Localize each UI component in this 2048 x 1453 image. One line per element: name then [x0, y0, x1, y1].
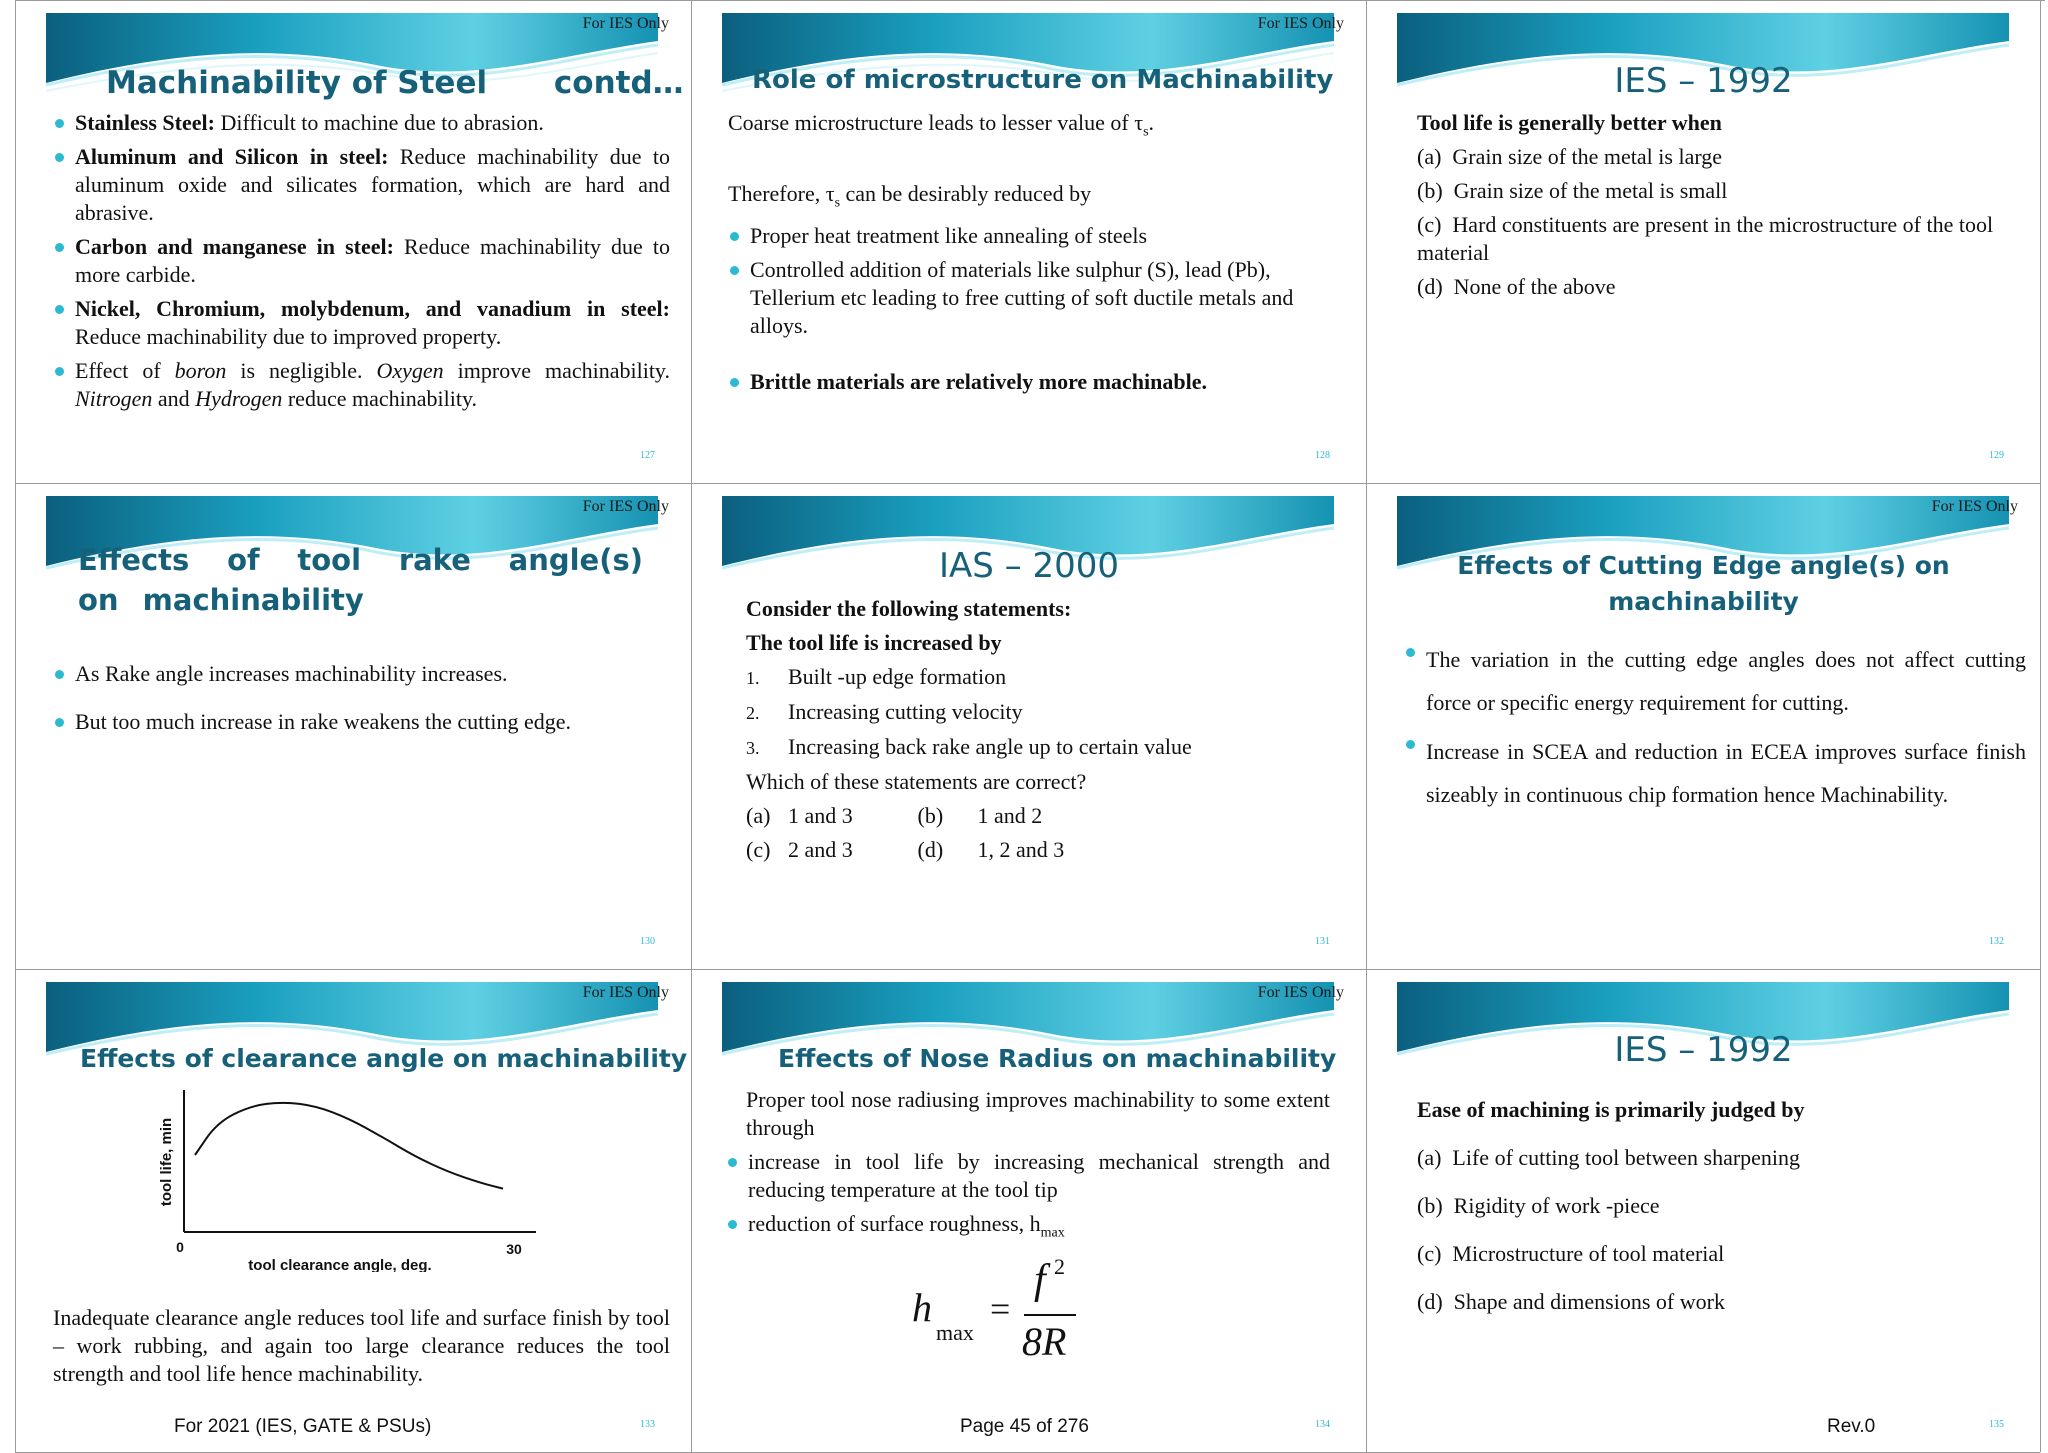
- slide-133: [16, 970, 691, 1452]
- ies-only-tag: For IES Only: [1931, 498, 2018, 515]
- slide-number: 131: [1315, 936, 1330, 947]
- fraction-bar: [1024, 1314, 1076, 1316]
- slide-body: [1417, 109, 2017, 301]
- exam-title: IAS – 2000: [938, 546, 1119, 586]
- therefore-line: Therefore, $\tau_s$ can be desirably reduced by: [728, 181, 1092, 211]
- formula-numerator-sup: 2: [1054, 1254, 1065, 1279]
- slide-title: [106, 65, 684, 101]
- formula-lhs: h: [912, 1285, 932, 1330]
- slide-number: 128: [1315, 450, 1330, 461]
- x-tick-label-0: 0: [176, 1239, 184, 1255]
- slide-number: 132: [1989, 936, 2004, 947]
- bullet-item: But too much increase in rake weakens the cutting edge.: [53, 708, 673, 736]
- footer-left: For 2021 (IES, GATE & PSUs): [174, 1416, 432, 1437]
- title-left: Machinability of Steel: [106, 65, 488, 101]
- option-a: (a) Life of cutting tool between sharpening: [1417, 1145, 1801, 1170]
- ies-only-tag: For IES Only: [582, 15, 669, 32]
- slide-body: [746, 1086, 1330, 1253]
- bullet-item: Proper heat treatment like annealing of steels: [728, 222, 1328, 250]
- slide-128: [692, 1, 1366, 483]
- bullet-item: Brittle materials are relatively more machinable.: [728, 368, 1328, 396]
- question: Tool life is generally better when: [1417, 110, 1722, 135]
- slide-number: 133: [640, 1419, 655, 1430]
- option-b: (b) Grain size of the metal is small: [1417, 178, 1728, 203]
- bullet-item: Nickel, Chromium, molybdenum, and vanadium in steel: Reduce machinability due to improved property.: [53, 295, 670, 351]
- bullet-item: Effect of boron is negligible. Oxygen improve machinability. Nitrogen and Hydrogen reduce machinability.: [53, 357, 670, 413]
- option-c: (c) Microstructure of tool material: [1417, 1241, 1725, 1266]
- slide-title: Effects of Cutting Edge angle(s) on machinability: [1457, 551, 1950, 616]
- footer-right: Rev.0: [1827, 1416, 1876, 1437]
- slide-129: [1367, 1, 2040, 483]
- option-b: (b) Rigidity of work -piece: [1417, 1193, 1660, 1218]
- option-a: (a) Grain size of the metal is large: [1417, 144, 1723, 169]
- bullet-item: Increase in SCEA and reduction in ECEA improves surface finish sizeably in continuous chip formation hence Machinability.: [1404, 730, 2026, 816]
- intro-line: Coarse microstructure leads to lesser value of $\tau_s$.: [728, 110, 1155, 140]
- ies-only-tag: For IES Only: [1257, 984, 1344, 1001]
- question: Which of these statements are correct?: [746, 769, 1087, 794]
- bullet-list: [726, 1148, 1330, 1247]
- formula-denominator: 8R: [1022, 1319, 1067, 1364]
- slide-body: [53, 660, 673, 742]
- exam-title: IES – 1992: [1614, 1030, 1793, 1070]
- option-row: (a) 1 and 3 (b) 1 and 2: [746, 803, 1043, 828]
- exam-title: IES – 1992: [1614, 61, 1793, 101]
- slide-number: 127: [640, 450, 655, 461]
- slide-body: [1404, 638, 2026, 822]
- slide-body: [53, 109, 670, 419]
- bullet-item: Controlled addition of materials like sulphur (S), lead (Pb), Tellerium etc leading to free cutting of soft ductile metals and alloys.: [728, 256, 1328, 340]
- grid-line-v4: [2040, 0, 2041, 1452]
- bullet-item: As Rake angle increases machinability increases.: [53, 660, 673, 688]
- slide-135: [1367, 970, 2040, 1452]
- slide-number: 134: [1315, 1419, 1330, 1430]
- option-row: (c) 2 and 3 (d) 1, 2 and 3: [746, 837, 1065, 862]
- slide-body: [746, 592, 1346, 867]
- ies-only-tag: For IES Only: [582, 498, 669, 515]
- slide-body: [728, 109, 1328, 402]
- question: Ease of machining is primarily judged by: [1417, 1097, 1805, 1122]
- slide-title: Effects of clearance angle on machinability: [80, 1044, 688, 1073]
- bullet-item: The variation in the cutting edge angles does not affect cutting force or specific energy requirement for cutting.: [1404, 638, 2026, 724]
- slide-title: Role of microstructure on Machinability: [752, 65, 1334, 95]
- intro-line: Consider the following statements:: [746, 596, 1072, 621]
- bullet-list: [53, 109, 670, 413]
- footer-center: Page 45 of 276: [960, 1416, 1089, 1437]
- intro-line: The tool life is increased by: [746, 630, 1002, 655]
- ies-only-tag: For IES Only: [582, 984, 669, 1001]
- bullet-list: [53, 660, 673, 736]
- tool-life-chart: [136, 1082, 556, 1272]
- bullet-item: Aluminum and Silicon in steel: Reduce machinability due to aluminum oxide and silicates formation, which are hard and abrasive.: [53, 143, 670, 227]
- option-c: (c) Hard constituents are present in the microstructure of the tool material: [1417, 212, 1994, 265]
- formula-equals: =: [990, 1289, 1011, 1329]
- bullet-item: increase in tool life by increasing mechanical strength and reducing temperature at the tool tip: [726, 1148, 1330, 1204]
- y-axis-label: tool life, min: [158, 1117, 175, 1207]
- slide-number: 129: [1989, 450, 2004, 461]
- bullet-list: [728, 222, 1328, 396]
- statement-item: 2. Increasing cutting velocity: [746, 699, 1023, 724]
- statement-item: 1. Built -up edge formation: [746, 664, 1007, 689]
- slide-title: Effects of tool rake angle(s) on machinability: [78, 543, 643, 617]
- intro-line: Proper tool nose radiusing improves machinability to some extent through: [746, 1087, 1330, 1140]
- nose-radius-formula: [912, 1254, 1112, 1370]
- formula-lhs-sub: max: [936, 1320, 974, 1345]
- caption: Inadequate clearance angle reduces tool life and surface finish by tool – work rubbing, and again too large clearance reduces the tool strength and tool life hence machinability.: [53, 1305, 670, 1386]
- title-right: contd…: [553, 65, 684, 101]
- x-tick-label-30: 30: [506, 1241, 522, 1257]
- bullet-item: reduction of surface roughness, $h_{max}$: [726, 1210, 1330, 1247]
- slide-number: 130: [640, 936, 655, 947]
- slide-body: [1417, 1086, 2017, 1326]
- ies-only-tag: For IES Only: [1257, 15, 1344, 32]
- bullet-list: [1404, 638, 2026, 816]
- slide-134: [692, 970, 1366, 1452]
- slide-127: [16, 1, 691, 483]
- slide-130: [16, 484, 691, 969]
- option-d: (d) Shape and dimensions of work: [1417, 1289, 1725, 1314]
- slide-132: [1367, 484, 2040, 969]
- formula-numerator: f: [1034, 1257, 1046, 1303]
- tool-life-curve: [195, 1103, 503, 1189]
- option-d: (d) None of the above: [1417, 274, 1616, 299]
- slide-number: 135: [1989, 1419, 2004, 1430]
- statement-item: 3. Increasing back rake angle up to certain value: [746, 734, 1192, 759]
- x-axis-label: tool clearance angle, deg.: [248, 1257, 432, 1272]
- bullet-item: Stainless Steel: Difficult to machine due to abrasion.: [53, 109, 670, 137]
- slide-title: Effects of Nose Radius on machinability: [778, 1044, 1337, 1073]
- slide-131: [692, 484, 1366, 969]
- bullet-item: Carbon and manganese in steel: Reduce machinability due to more carbide.: [53, 233, 670, 289]
